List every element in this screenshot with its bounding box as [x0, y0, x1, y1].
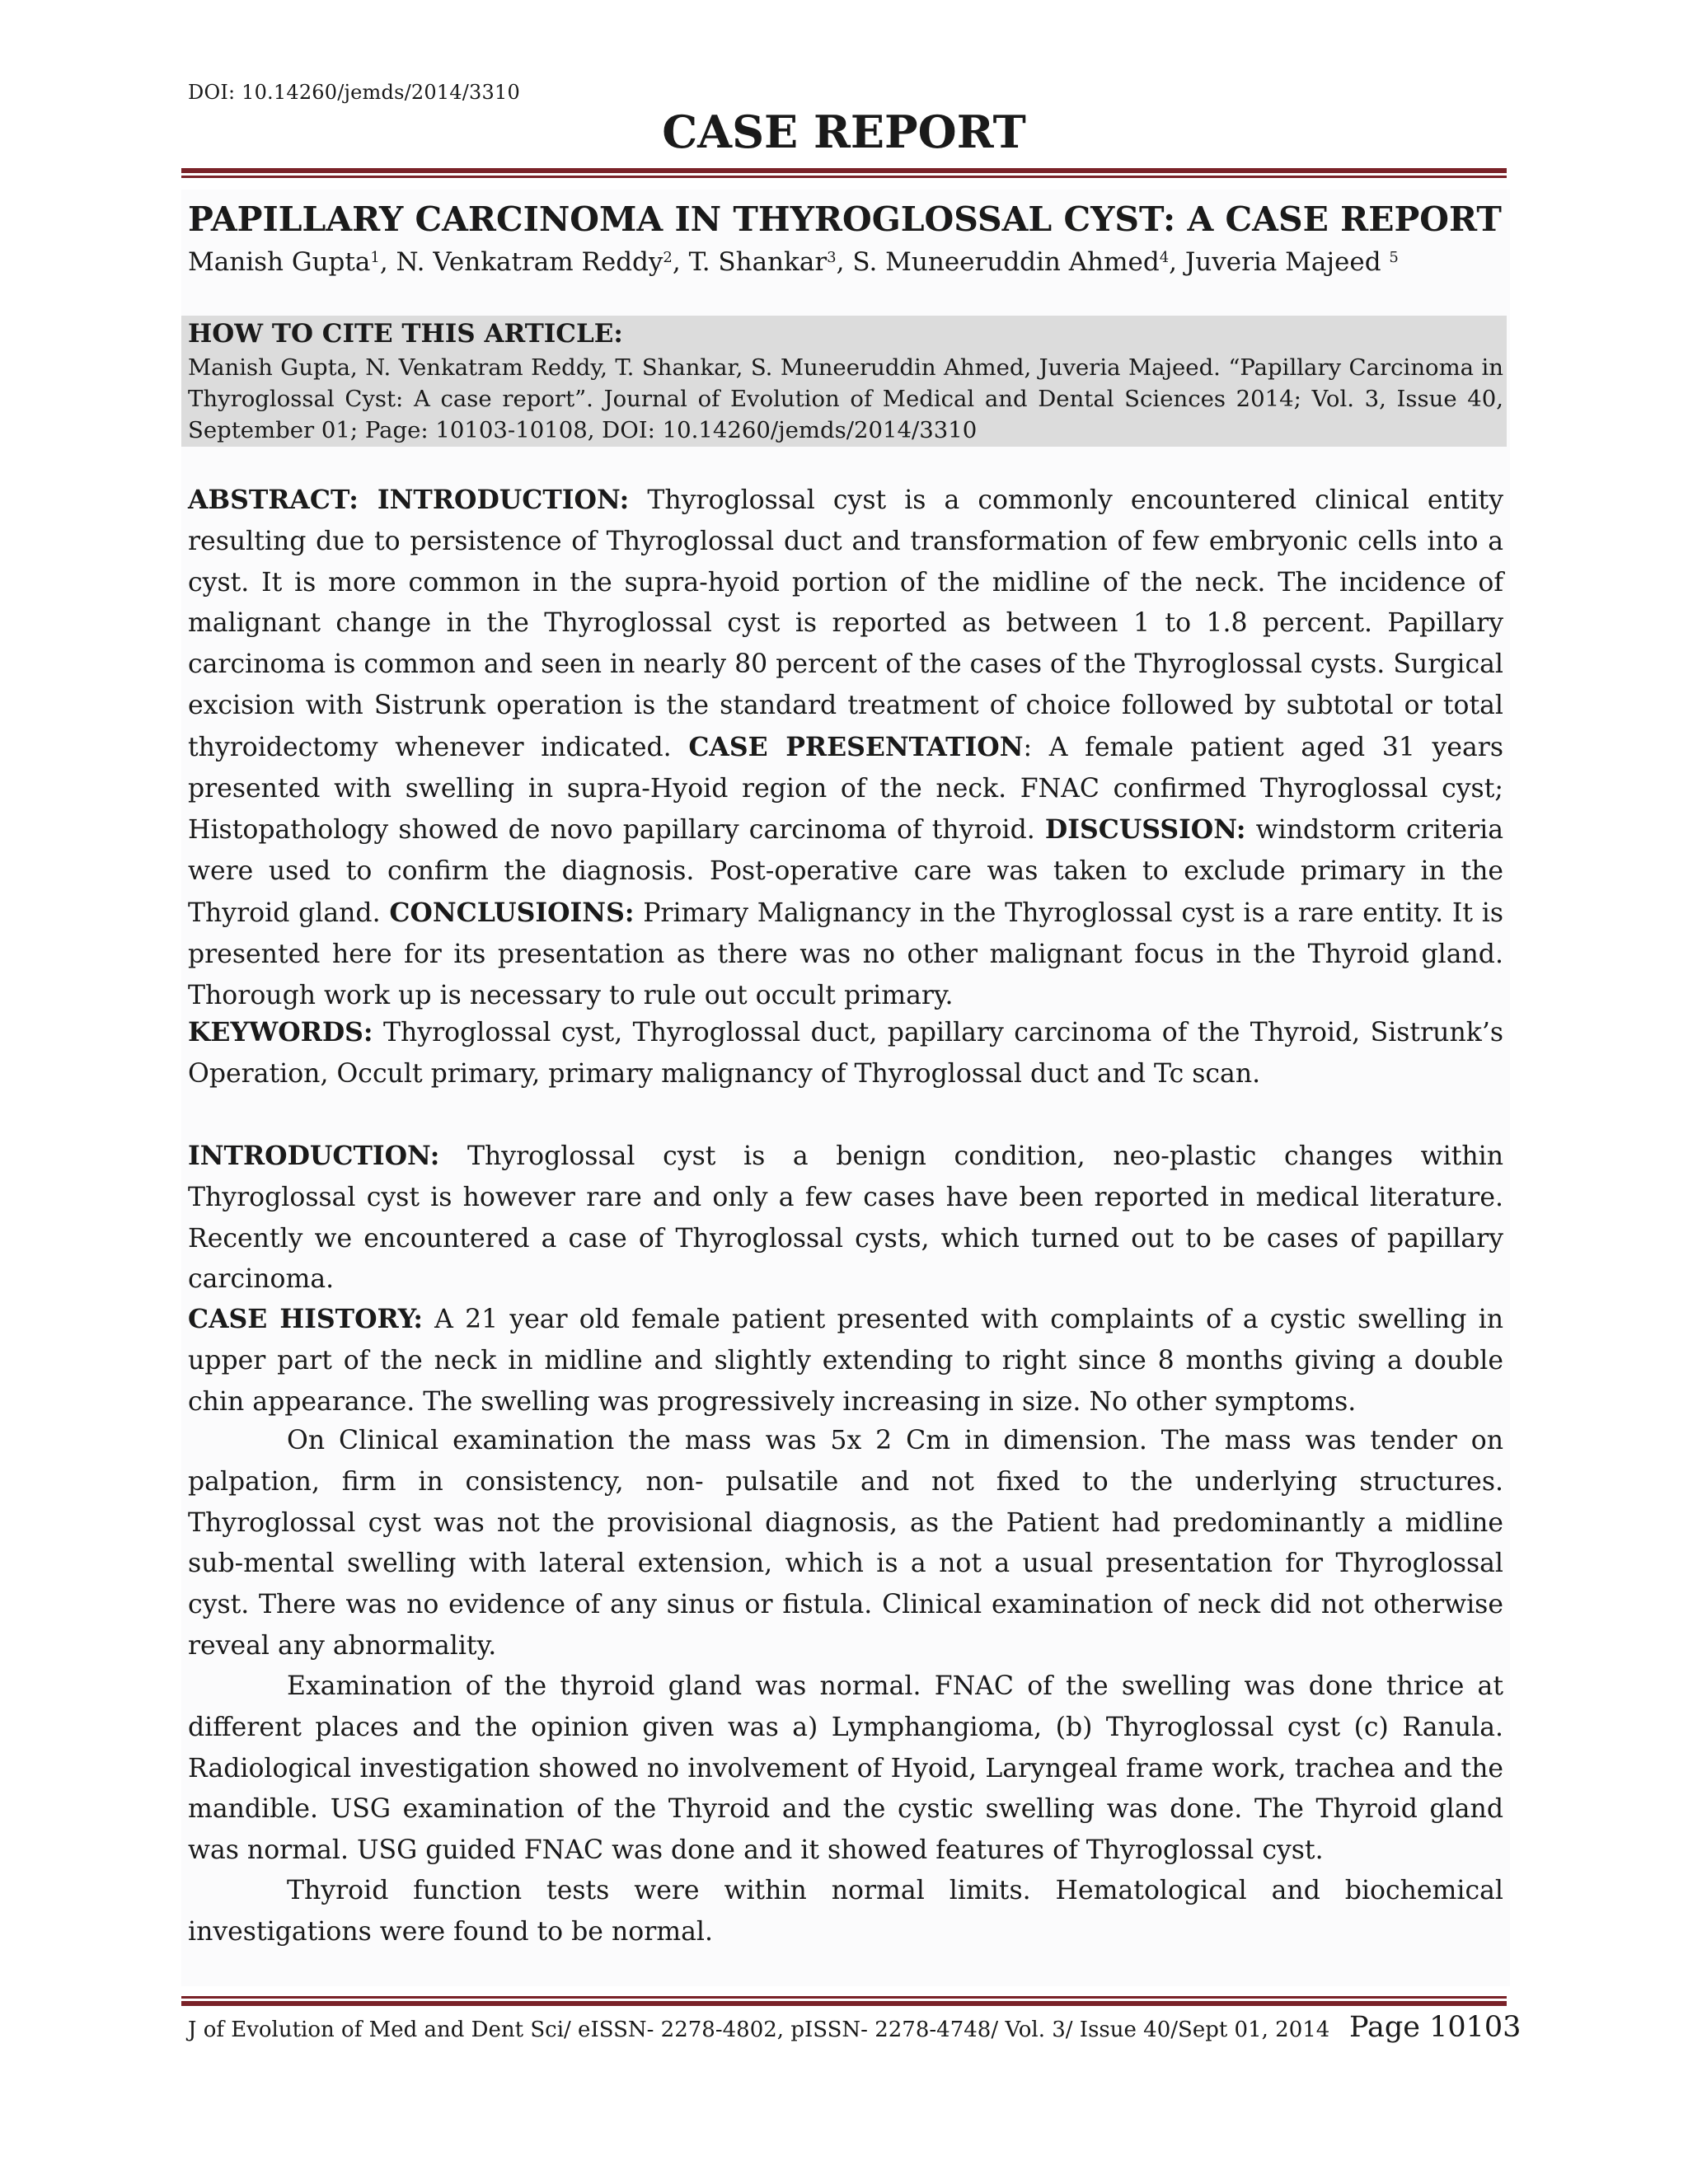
footer-journal: J of Evolution of Med and Dent Sci/ eISSN- 2278-4802, pISSN- 2278-4748/ Vol. 3/ Issue 40/Sept 01, 2014 [188, 2018, 1330, 2042]
introduction-paragraph [188, 1136, 1503, 1301]
discussion-label: DISCUSSION: [1044, 814, 1246, 846]
footer-rule-thick [181, 2001, 1507, 2006]
page-number: Page 10103 [1349, 2011, 1522, 2044]
abstract-intro-text: Thyroglossal cyst is a commonly encountered clinical entity resulting due to persistence of Thyroglossal duct and transformation of few embryonic cells into a cyst. It is more common in the supra-hyoid portion of the midline of the neck. The incidence of malignant change in the Thyroglossal cyst is reported as between 1 to 1.8 percent. Papillary carcinoma is common and seen in nearly 80 percent of the cases of the Thyroglossal cysts. Surgical excision with Sistrunk operation is the standard treatment of choice followed by subtotal or total thyroidectomy whenever indicated. [188, 485, 1503, 762]
keywords-label: KEYWORDS: [188, 1017, 373, 1047]
section-heading: CASE REPORT [662, 105, 1026, 158]
clinical-exam-paragraph: On Clinical examination the mass was 5x 2 Cm in dimension. The mass was tender on palpation, firm in consistency, non- pulsatile and not fixed to the underlying structures. Thyroglossal cyst was not the provisional diagnosis, as the Patient had predominantly a midline sub-mental swelling with lateral extension, which is a not a usual presentation for Thyroglossal cyst. There was no evidence of any sinus or fistula. Clinical examination of neck did not otherwise reveal any abnormality. [188, 1426, 1503, 1661]
author-name: S. Muneeruddin Ahmed [852, 247, 1160, 277]
doi-label: DOI: 10.14260/jemds/2014/3310 [188, 81, 520, 104]
footer-rule-thin [181, 1996, 1507, 1999]
introduction-label: INTRODUCTION: [188, 1141, 440, 1171]
author-name: Manish Gupta [188, 247, 371, 277]
author-name: Juveria Majeed [1184, 247, 1390, 277]
author-affiliation: 5 [1389, 249, 1399, 266]
author-separator: , [1169, 247, 1185, 277]
abstract-paragraph [188, 480, 1503, 1016]
case-presentation-label: CASE PRESENTATION [688, 731, 1024, 762]
case-history-text: A 21 year old female patient presented with complaints of a cystic swelling in upper part of the neck in midline and slightly extending to right since 8 months giving a double chin appearance. The swelling was progressively increasing in size. No other symptoms. [188, 1305, 1503, 1417]
discussion-text: windstorm criteria were used to confirm the diagnosis. Post-operative care was taken to exclude primary in the Thyroid gland. [188, 815, 1503, 928]
abstract-label: ABSTRACT: INTRODUCTION: [188, 485, 630, 515]
author-affiliation: 4 [1159, 249, 1170, 266]
keywords-text: Thyroglossal cyst, Thyroglossal duct, papillary carcinoma of the Thyroid, Sistrunk’s Operation, Occult primary, primary malignancy of Thyroglossal duct and Tc scan. [188, 1018, 1503, 1089]
case-presentation-text: : A female patient aged 31 years presented with swelling in supra-Hyoid region of the neck. FNAC confirmed Thyroglossal cyst; Histopathology showed de novo papillary carcinoma of thyroid. [188, 732, 1503, 846]
case-history-paragraph [188, 1299, 1503, 1422]
header-rule-thick [181, 168, 1507, 173]
paper-title: PAPILLARY CARCINOMA IN THYROGLOSSAL CYST: A CASE REPORT [188, 199, 1502, 239]
author-affiliation: 2 [663, 249, 673, 266]
author-separator: , [836, 247, 853, 277]
header-rule-thin [181, 176, 1507, 178]
case-history-label: CASE HISTORY: [188, 1304, 423, 1334]
author-list [188, 247, 1399, 277]
author-affiliation: 1 [370, 249, 380, 266]
author-separator: , [379, 247, 396, 277]
thyroid-exam-paragraph: Examination of the thyroid gland was normal. FNAC of the swelling was done thrice at different places and the opinion given was a) Lymphangioma, (b) Thyroglossal cyst (c) Ranula. Radiological investigation showed no involvement of Hyoid, Laryngeal frame work, trachea and the mandible. USG examination of the Thyroid and the cystic swelling was done. The Thyroid gland was normal. USG guided FNAC was done and it showed features of Thyroglossal cyst. [188, 1671, 1503, 1866]
conclusions-label: CONCLUSIOINS: [389, 897, 635, 928]
author-affiliation: 3 [827, 249, 837, 266]
citation-heading: HOW TO CITE THIS ARTICLE: [188, 319, 623, 349]
keywords-paragraph [188, 1012, 1503, 1095]
function-tests-paragraph: Thyroid function tests were within normal limits. Hematological and biochemical investigations were found to be normal. [188, 1876, 1503, 1947]
author-name: N. Venkatram Reddy [396, 247, 663, 277]
conclusions-text: Primary Malignancy in the Thyroglossal cyst is a rare entity. It is presented here for its presentation as there was no other malignant focus in the Thyroid gland. Thorough work up is necessary to rule out occult primary. [188, 898, 1503, 1010]
citation-text: Manish Gupta, N. Venkatram Reddy, T. Shankar, S. Muneeruddin Ahmed, Juveria Majeed. “Papillary Carcinoma in Thyroglossal Cyst: A case report”. Journal of Evolution of Medical and Dental Sciences 2014; Vol. 3, Issue 40, September 01; Page: 10103-10108, DOI: 10.14260/jemds/2014/3310 [188, 354, 1503, 443]
introduction-text: Thyroglossal cyst is a benign condition, neo-plastic changes within Thyroglossal cyst is however rare and only a few cases have been reported in medical literature. Recently we encountered a case of Thyroglossal cysts, which turned out to be cases of papillary carcinoma. [188, 1141, 1503, 1295]
author-name: T. Shankar [688, 247, 828, 277]
author-separator: , [672, 247, 689, 277]
